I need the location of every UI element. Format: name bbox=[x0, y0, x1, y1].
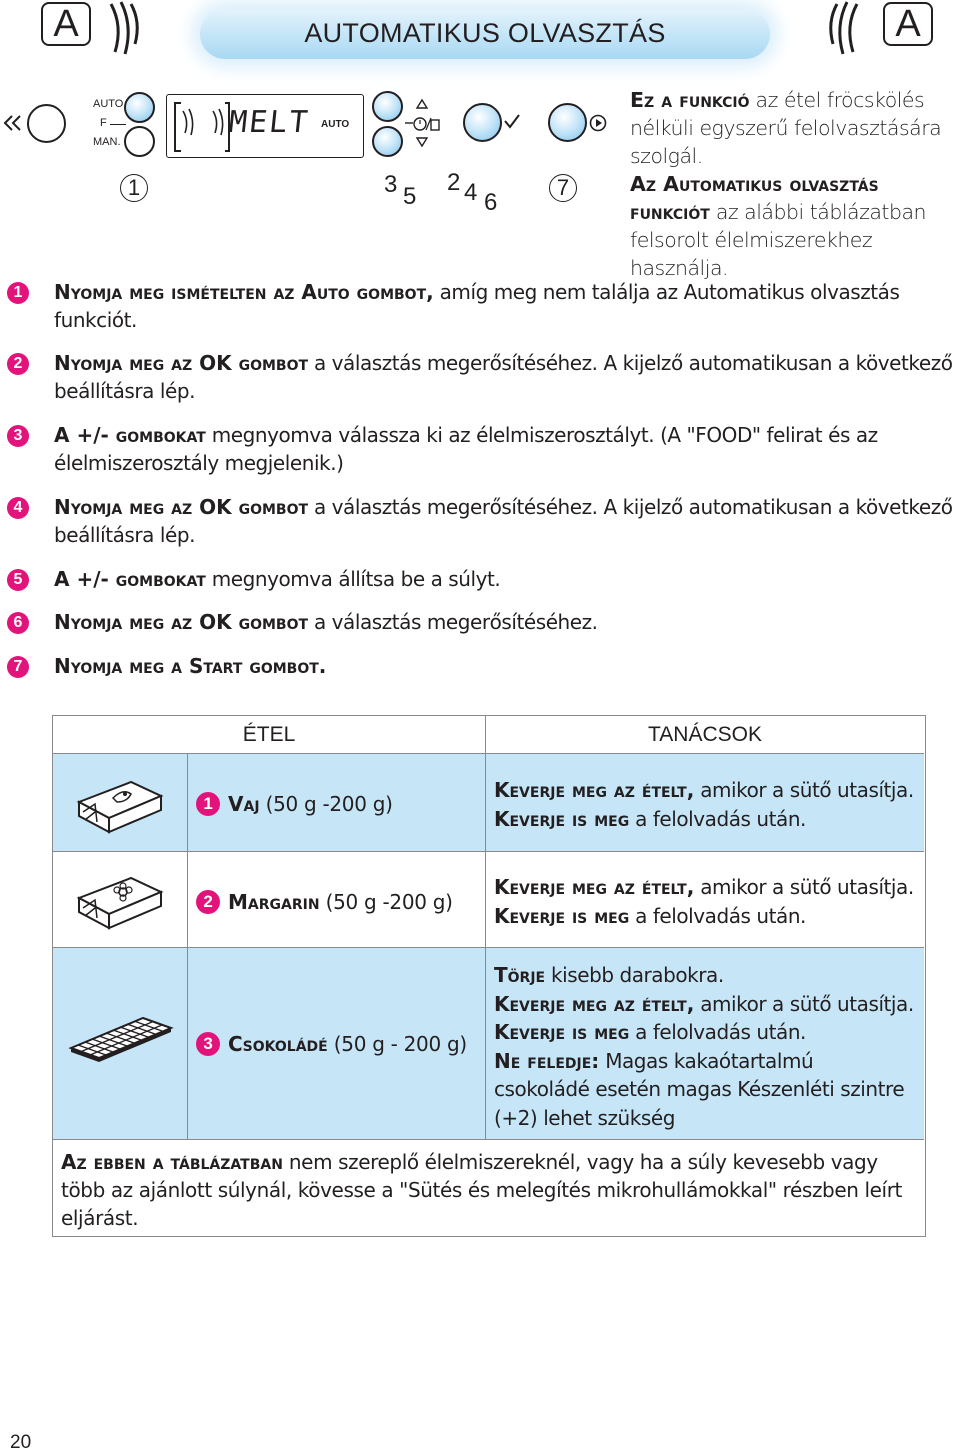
defrost-table bbox=[52, 715, 926, 1237]
table-row-image bbox=[53, 754, 188, 852]
ok-button[interactable] bbox=[463, 103, 502, 142]
table-footer-note bbox=[53, 1140, 924, 1235]
auto-mode-icon-left: A bbox=[41, 2, 91, 46]
start-button[interactable] bbox=[548, 103, 587, 142]
back-icon bbox=[3, 114, 23, 132]
f-connector bbox=[110, 124, 126, 125]
back-button[interactable] bbox=[27, 104, 66, 143]
step-5: A +/- gombokat megnyomva állítsa be a súlyt. bbox=[54, 567, 501, 591]
tips-text: Törje kisebb darabokra. Keverje meg az ételt, amikor a sütő utasítja. Keverje is meg a felolvadás után. Ne feledje: Magas kakaótartalmú csokoládé esetén magas Készenléti szintre (+2) lehet szükség bbox=[494, 963, 914, 1130]
f-label: F bbox=[100, 117, 107, 129]
manual-button[interactable] bbox=[124, 126, 155, 157]
microwave-waves-icon-right bbox=[825, 0, 865, 58]
callout-1: 1 bbox=[120, 174, 148, 202]
oven-display bbox=[166, 94, 364, 158]
man-label: MAN. bbox=[93, 136, 121, 148]
start-play-icon bbox=[589, 114, 607, 132]
callout-6: 6 bbox=[484, 189, 498, 216]
step-number: 1 bbox=[7, 282, 29, 304]
step-3: A +/- gombokat megnyomva válassza ki az élelmiszerosztályt. (A "FOOD" felirat és az élelmiszerosztály megjelenik.) bbox=[54, 423, 878, 475]
margarine-icon bbox=[73, 868, 169, 932]
auto-mode-icon-right: A bbox=[883, 2, 933, 46]
table-row-image bbox=[53, 852, 188, 948]
food-label: 1 Vaj (50 g -200 g) bbox=[196, 790, 393, 818]
check-icon bbox=[503, 113, 521, 129]
step-4: Nyomja meg az OK gombot a választás megerősítéséhez. A kijelző automatikusan a következő beállításra lép. bbox=[54, 495, 953, 547]
table-row-food bbox=[188, 852, 486, 948]
step-2: Nyomja meg az OK gombot a választás megerősítéséhez. A kijelző automatikusan a következő beállításra lép. bbox=[54, 351, 953, 403]
table-header-food: ÉTEL bbox=[53, 716, 486, 754]
minus-button[interactable] bbox=[372, 126, 403, 157]
tips-text: Keverje meg az ételt, amikor a sütő utasítja. Keverje is meg a felolvadás után. bbox=[494, 778, 914, 831]
footer-note-text: Az ebben a táblázatban nem szereplő élelmiszereknél, vagy ha a súly kevesebb vagy több az ajánlott súlynál, kövesse a "Sütés és melegítés mikrohullámokkal" részben leírt eljárást. bbox=[61, 1150, 902, 1230]
intro-paragraph-2: Az Automatikus olvasztás funkciót az alábbi táblázatban felsorolt élelmiszerekhez használja. bbox=[630, 172, 927, 280]
table-header-tips: TANÁCSOK bbox=[486, 716, 924, 754]
page-number: 20 bbox=[10, 1432, 32, 1453]
display-text: MELT bbox=[227, 105, 312, 140]
chocolate-icon bbox=[67, 1014, 175, 1066]
plus-button[interactable] bbox=[372, 91, 403, 122]
table-row-image bbox=[53, 948, 188, 1140]
callout-3: 3 bbox=[384, 171, 398, 198]
tips-text: Keverje meg az ételt, amikor a sütő utasítja. Keverje is meg a felolvadás után. bbox=[494, 875, 914, 928]
step-1: Nyomja meg ismételten az Auto gombot, amíg meg nem találja az Automatikus olvasztás funkciót. bbox=[54, 280, 900, 332]
table-row-food bbox=[188, 754, 486, 852]
step-6: Nyomja meg az OK gombot a választás megerősítéséhez. bbox=[54, 610, 598, 634]
page-title-banner bbox=[200, 9, 770, 59]
microwave-waves-icon-left bbox=[103, 0, 143, 58]
callout-7: 7 bbox=[549, 174, 577, 202]
step-number: 5 bbox=[7, 569, 29, 591]
step-number: 2 bbox=[7, 353, 29, 375]
display-microwave-icon bbox=[179, 107, 229, 137]
step-7: Nyomja meg a Start gombot. bbox=[54, 654, 327, 678]
table-row-tips bbox=[486, 852, 924, 948]
intro-paragraph-1: Ez a funkció az étel fröcskölés nélküli egyszerű felolvasztására szolgál. bbox=[630, 88, 942, 168]
auto-label: AUTO bbox=[93, 98, 124, 110]
table-row-tips bbox=[486, 948, 924, 1140]
page-title: AUTOMATIKUS OLVASZTÁS bbox=[304, 18, 666, 48]
callout-5: 5 bbox=[403, 183, 417, 210]
table-row-tips bbox=[486, 754, 924, 852]
step-number: 7 bbox=[7, 656, 29, 678]
table-row-food bbox=[188, 948, 486, 1140]
food-label: 2 Margarin (50 g -200 g) bbox=[196, 888, 453, 916]
callout-4: 4 bbox=[464, 179, 478, 206]
step-number: 4 bbox=[7, 497, 29, 519]
display-mode: AUTO bbox=[321, 119, 350, 130]
intro-text bbox=[630, 86, 960, 282]
food-label: 3 Csokoládé (50 g - 200 g) bbox=[196, 1030, 467, 1058]
step-number: 6 bbox=[7, 612, 29, 634]
butter-icon bbox=[73, 772, 169, 836]
step-number: 3 bbox=[7, 425, 29, 447]
plus-minus-arrows-icon bbox=[403, 98, 441, 150]
callout-2: 2 bbox=[447, 169, 461, 196]
auto-button[interactable] bbox=[124, 92, 155, 123]
